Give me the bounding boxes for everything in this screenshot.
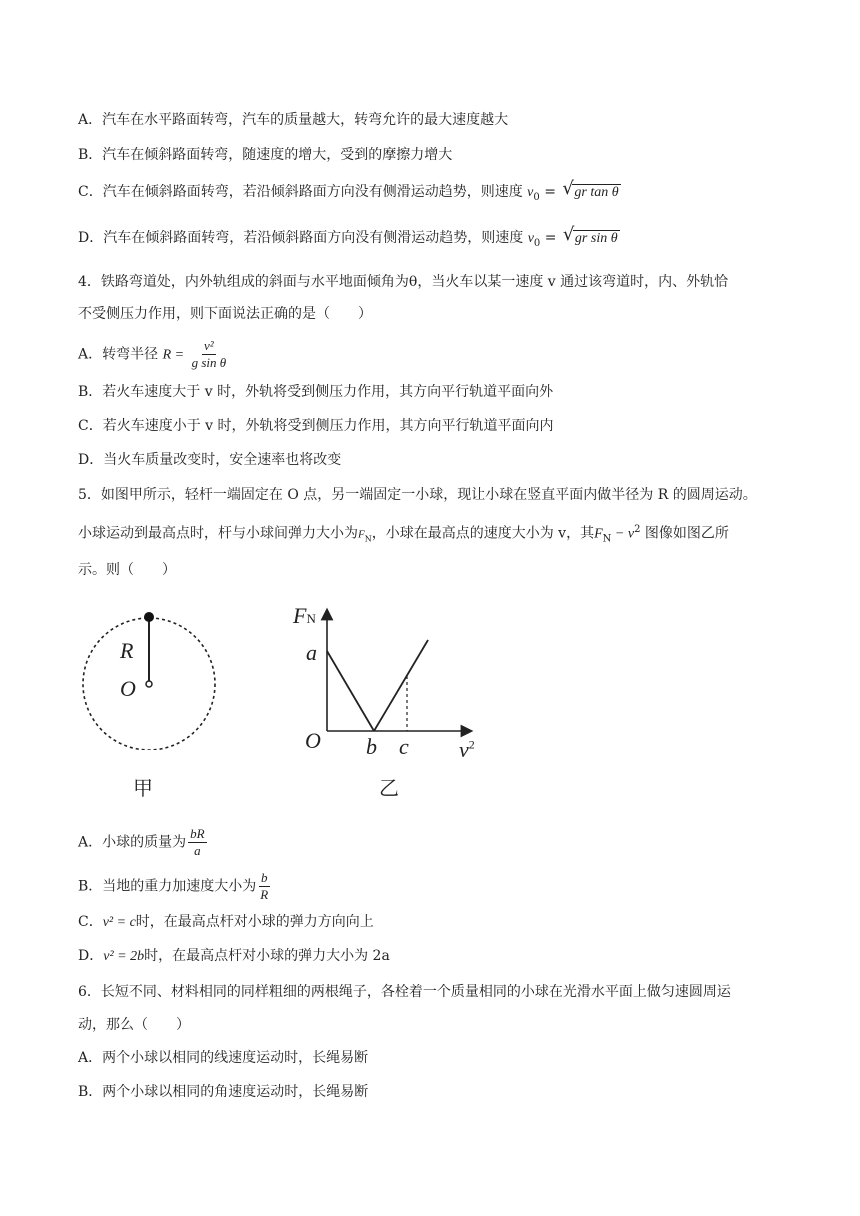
- q5-option-d-math: v² = 2b: [103, 949, 145, 964]
- fig-yi-o-label: O: [305, 728, 321, 753]
- q4-option-a-text: A．转弯半径: [78, 346, 159, 363]
- fig-yi-c-label: c: [399, 734, 409, 759]
- q4-option-d: D．当火车质量改变时，安全速率也将改变: [78, 452, 342, 468]
- q5-graph-v: − v: [611, 526, 635, 542]
- q5-option-c-math: v² = c: [102, 915, 136, 930]
- q5-option-b-denominator: R: [260, 887, 269, 902]
- q3-option-c: [78, 178, 621, 208]
- q5-option-a-denominator: a: [194, 843, 201, 858]
- q5-option-d-text: 时，在最高点杆对小球的弹力大小为 2a: [144, 948, 390, 964]
- q4-option-a-denominator: g sin θ: [191, 355, 227, 370]
- q5-stem-line3: 示。则（ ）: [78, 562, 176, 578]
- q4-option-b: B．若火车速度大于 v 时，外轨将受到侧压力作用，其方向平行轨道平面向外: [78, 384, 554, 400]
- q5-option-b-numerator: b: [261, 870, 268, 885]
- fig-yi-a-label: a: [306, 640, 317, 665]
- q3-option-d-text: D．汽车在倾斜路面转弯，若沿倾斜路面方向没有侧滑运动趋势，则速度: [78, 230, 524, 246]
- fig-yi-caption: 乙: [379, 776, 399, 800]
- q3-option-d-radical: √ gr sin θ: [562, 224, 618, 246]
- q5-option-c: [78, 912, 374, 933]
- q6-stem-line1: 6．长短不同、材料相同的同样粗细的两根绳子，各栓着一个质量相同的小球在光滑水平面上做匀速圆周运: [78, 984, 731, 1000]
- fig-yi-b-label: b: [366, 734, 377, 759]
- q5-stem-line2-a: 小球运动到最高点时，杆与小球间弹力大小为: [78, 525, 358, 542]
- q5-option-a-fraction: [188, 826, 206, 859]
- q5-option-c-text: 时，在最高点杆对小球的弹力方向向上: [135, 914, 374, 930]
- q5-option-a-text: A．小球的质量为: [78, 834, 187, 851]
- fig-yi-v: v: [459, 737, 469, 762]
- figure-jia-circle: [70, 600, 230, 750]
- q5-stem-line1: 5．如图甲所示，轻杆一端固定在 O 点，另一端固定一小球，现让小球在竖直平面内做半径为 R 的圆周运动。: [78, 487, 757, 503]
- q6-option-b: B．两个小球以相同的角速度运动时，长绳易断: [78, 1084, 369, 1100]
- q3-option-c-eq: =: [539, 184, 561, 200]
- q5-option-d: [78, 946, 390, 967]
- fig-yi-v-label: [459, 737, 475, 763]
- q5-option-d-prefix: D．: [78, 948, 104, 964]
- q5-stem-line2: [78, 520, 729, 549]
- q4-option-a-numerator: v²: [204, 338, 214, 353]
- q6-stem-line2: 动，那么（ ）: [78, 1017, 190, 1033]
- q5-option-c-prefix: C．: [78, 914, 103, 930]
- q4-option-a-lhs: R =: [162, 347, 188, 363]
- q3-option-d: [78, 224, 620, 254]
- q3-option-b: B．汽车在倾斜路面转弯，随速度的增大，受到的摩擦力增大: [78, 147, 453, 163]
- fig-jia-caption: 甲: [133, 776, 153, 800]
- q5-option-a-numerator: bR: [190, 826, 205, 841]
- q5-fn-symbol: F: [358, 528, 365, 541]
- ball: [144, 612, 154, 622]
- q4-stem-line1: 4．铁路弯道处，内外轨组成的斜面与水平地面倾角为θ，当火车以某一速度 v 通过该弯道时，内、外轨恰: [78, 274, 729, 290]
- q3-option-c-sub: 0: [533, 191, 540, 203]
- q3-option-c-radicand: gr tan θ: [574, 185, 619, 200]
- q5-graph-f: F: [594, 526, 603, 542]
- q5-graph-f-sub: N: [602, 533, 612, 545]
- q4-option-a: [78, 338, 230, 371]
- graph-descending-line: [327, 651, 374, 731]
- q3-option-c-text: C．汽车在倾斜路面转弯，若沿倾斜路面方向没有侧滑运动趋势，则速度: [78, 184, 523, 200]
- q5-stem-line2-c: 图像如图乙所: [640, 525, 729, 542]
- pivot-o: [146, 681, 152, 687]
- q5-option-a: [78, 826, 209, 859]
- fig-yi-f-sub: N: [306, 611, 316, 626]
- fig-yi-v-sup: 2: [468, 737, 475, 752]
- q5-fn-sub: N: [364, 534, 372, 544]
- q6-option-a: A．两个小球以相同的线速度运动时，长绳易断: [78, 1050, 369, 1066]
- fig-jia-r-label: R: [120, 638, 134, 663]
- q3-option-d-eq: =: [540, 230, 561, 246]
- fig-jia-o-label: O: [120, 676, 136, 701]
- graph-ascending-line: [374, 640, 428, 731]
- q4-stem-line2: 不受侧压力作用，则下面说法正确的是（ ）: [78, 306, 372, 322]
- q4-option-c: C．若火车速度小于 v 时，外轨将受到侧压力作用，其方向平行轨道平面向内: [78, 418, 554, 434]
- q3-option-d-radicand: gr sin θ: [574, 231, 618, 246]
- q3-option-d-sub: 0: [533, 237, 541, 249]
- q5-stem-line2-b: ，小球在最高点的速度大小为 v，其: [371, 525, 595, 542]
- q3-option-c-lhs: v: [527, 185, 534, 200]
- q5-option-b-text: B．当地的重力加速度大小为: [78, 878, 257, 895]
- q3-option-c-radical: √ gr tan θ: [562, 178, 619, 200]
- q3-option-a: A．汽车在水平路面转弯，汽车的质量越大，转弯允许的最大速度越大: [78, 112, 509, 128]
- q3-option-d-lhs: v: [527, 231, 534, 246]
- q5-option-b-fraction: [258, 870, 270, 903]
- fig-yi-f-label: [293, 603, 316, 629]
- fig-yi-f: F: [293, 603, 307, 628]
- q5-graph-v-sup: 2: [634, 524, 641, 535]
- q5-option-b: [78, 870, 272, 903]
- q4-option-a-fraction: [190, 338, 229, 371]
